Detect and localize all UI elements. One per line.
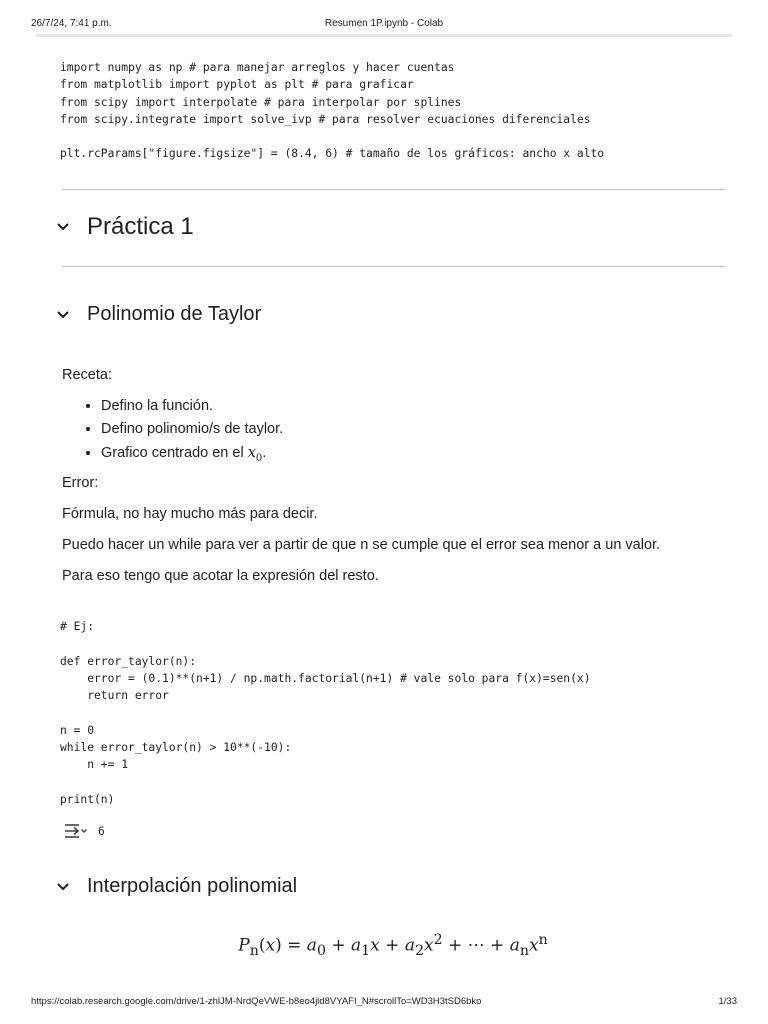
recipe-list — [62, 395, 283, 465]
section-header-taylor[interactable] — [52, 303, 261, 326]
section-divider — [62, 266, 725, 267]
polynomial-formula: $P_n(x) = a_0 + a_1x + a_2x^2$ + ⋯ + $a_nx^n$ — [238, 932, 548, 960]
code-cell-imports[interactable]: import numpy as np # para manejar arreglos y hacer cuentas from matplotlib import pyplot as plt # para graficar from scipy import interpolate # para interpolar por splines from scipy.integrate import solve_ivp # para resolver ecuaciones diferenciales plt.rcParams["figure.figsize"] = (8.4, 6) # tamaño de los gráficos: ancho x alto — [60, 61, 605, 161]
section-header-interpolacion[interactable] — [52, 875, 297, 898]
output-toggle-icon[interactable] — [62, 820, 88, 842]
print-title: Resumen 1P.ipynb - Colab — [324, 18, 444, 29]
output-value: 6 — [98, 824, 105, 838]
page-number: 1/33 — [718, 996, 737, 1007]
code-cell-example[interactable]: # Ej: def error_taylor(n): error = (0.1)**(n+1) / np.math.factorial(n+1) # vale solo para f(x)=sen(x) return error n = 0 while error_taylor(n) > 10**(-10): n += 1 print(n) — [60, 620, 591, 806]
error-heading: Error: — [62, 475, 99, 491]
chevron-down-icon[interactable] — [52, 304, 74, 326]
paragraph: Fórmula, no hay mucho más para decir. — [62, 506, 318, 522]
list-item: • Defino polinomio/s de taylor. — [101, 418, 283, 441]
paragraph: Puedo hacer un while para ver a partir de que n se cumple que el error sea menor a un valor. — [62, 537, 661, 553]
list-item: • Defino la función. — [101, 395, 283, 418]
print-date: 26/7/24, 7:41 p.m. — [31, 18, 112, 29]
section-title: Práctica 1 — [87, 213, 194, 240]
section-title: Interpolación polinomial — [87, 875, 298, 897]
paragraph: Para eso tengo que acotar la expresión del resto. — [62, 568, 379, 584]
print-header — [0, 0, 768, 32]
cell-top-divider — [36, 34, 732, 37]
list-item: • Grafico centrado en el $x_0$. — [101, 442, 283, 465]
section-header-practica[interactable] — [52, 213, 194, 241]
print-url: https://colab.research.google.com/drive/1-zhlJM-NrdQeVWE-b8eo4jld8VYAFI_N#scrollTo=WD3H3tSD6bko — [31, 996, 482, 1007]
chevron-down-icon[interactable] — [52, 876, 74, 898]
section-divider — [62, 189, 725, 190]
recipe-heading: Receta: — [62, 367, 112, 383]
math-x0: $x_0$ — [247, 444, 263, 464]
cell-output — [62, 820, 105, 842]
section-title: Polinomio de Taylor — [87, 303, 262, 325]
chevron-down-icon[interactable] — [52, 216, 74, 238]
